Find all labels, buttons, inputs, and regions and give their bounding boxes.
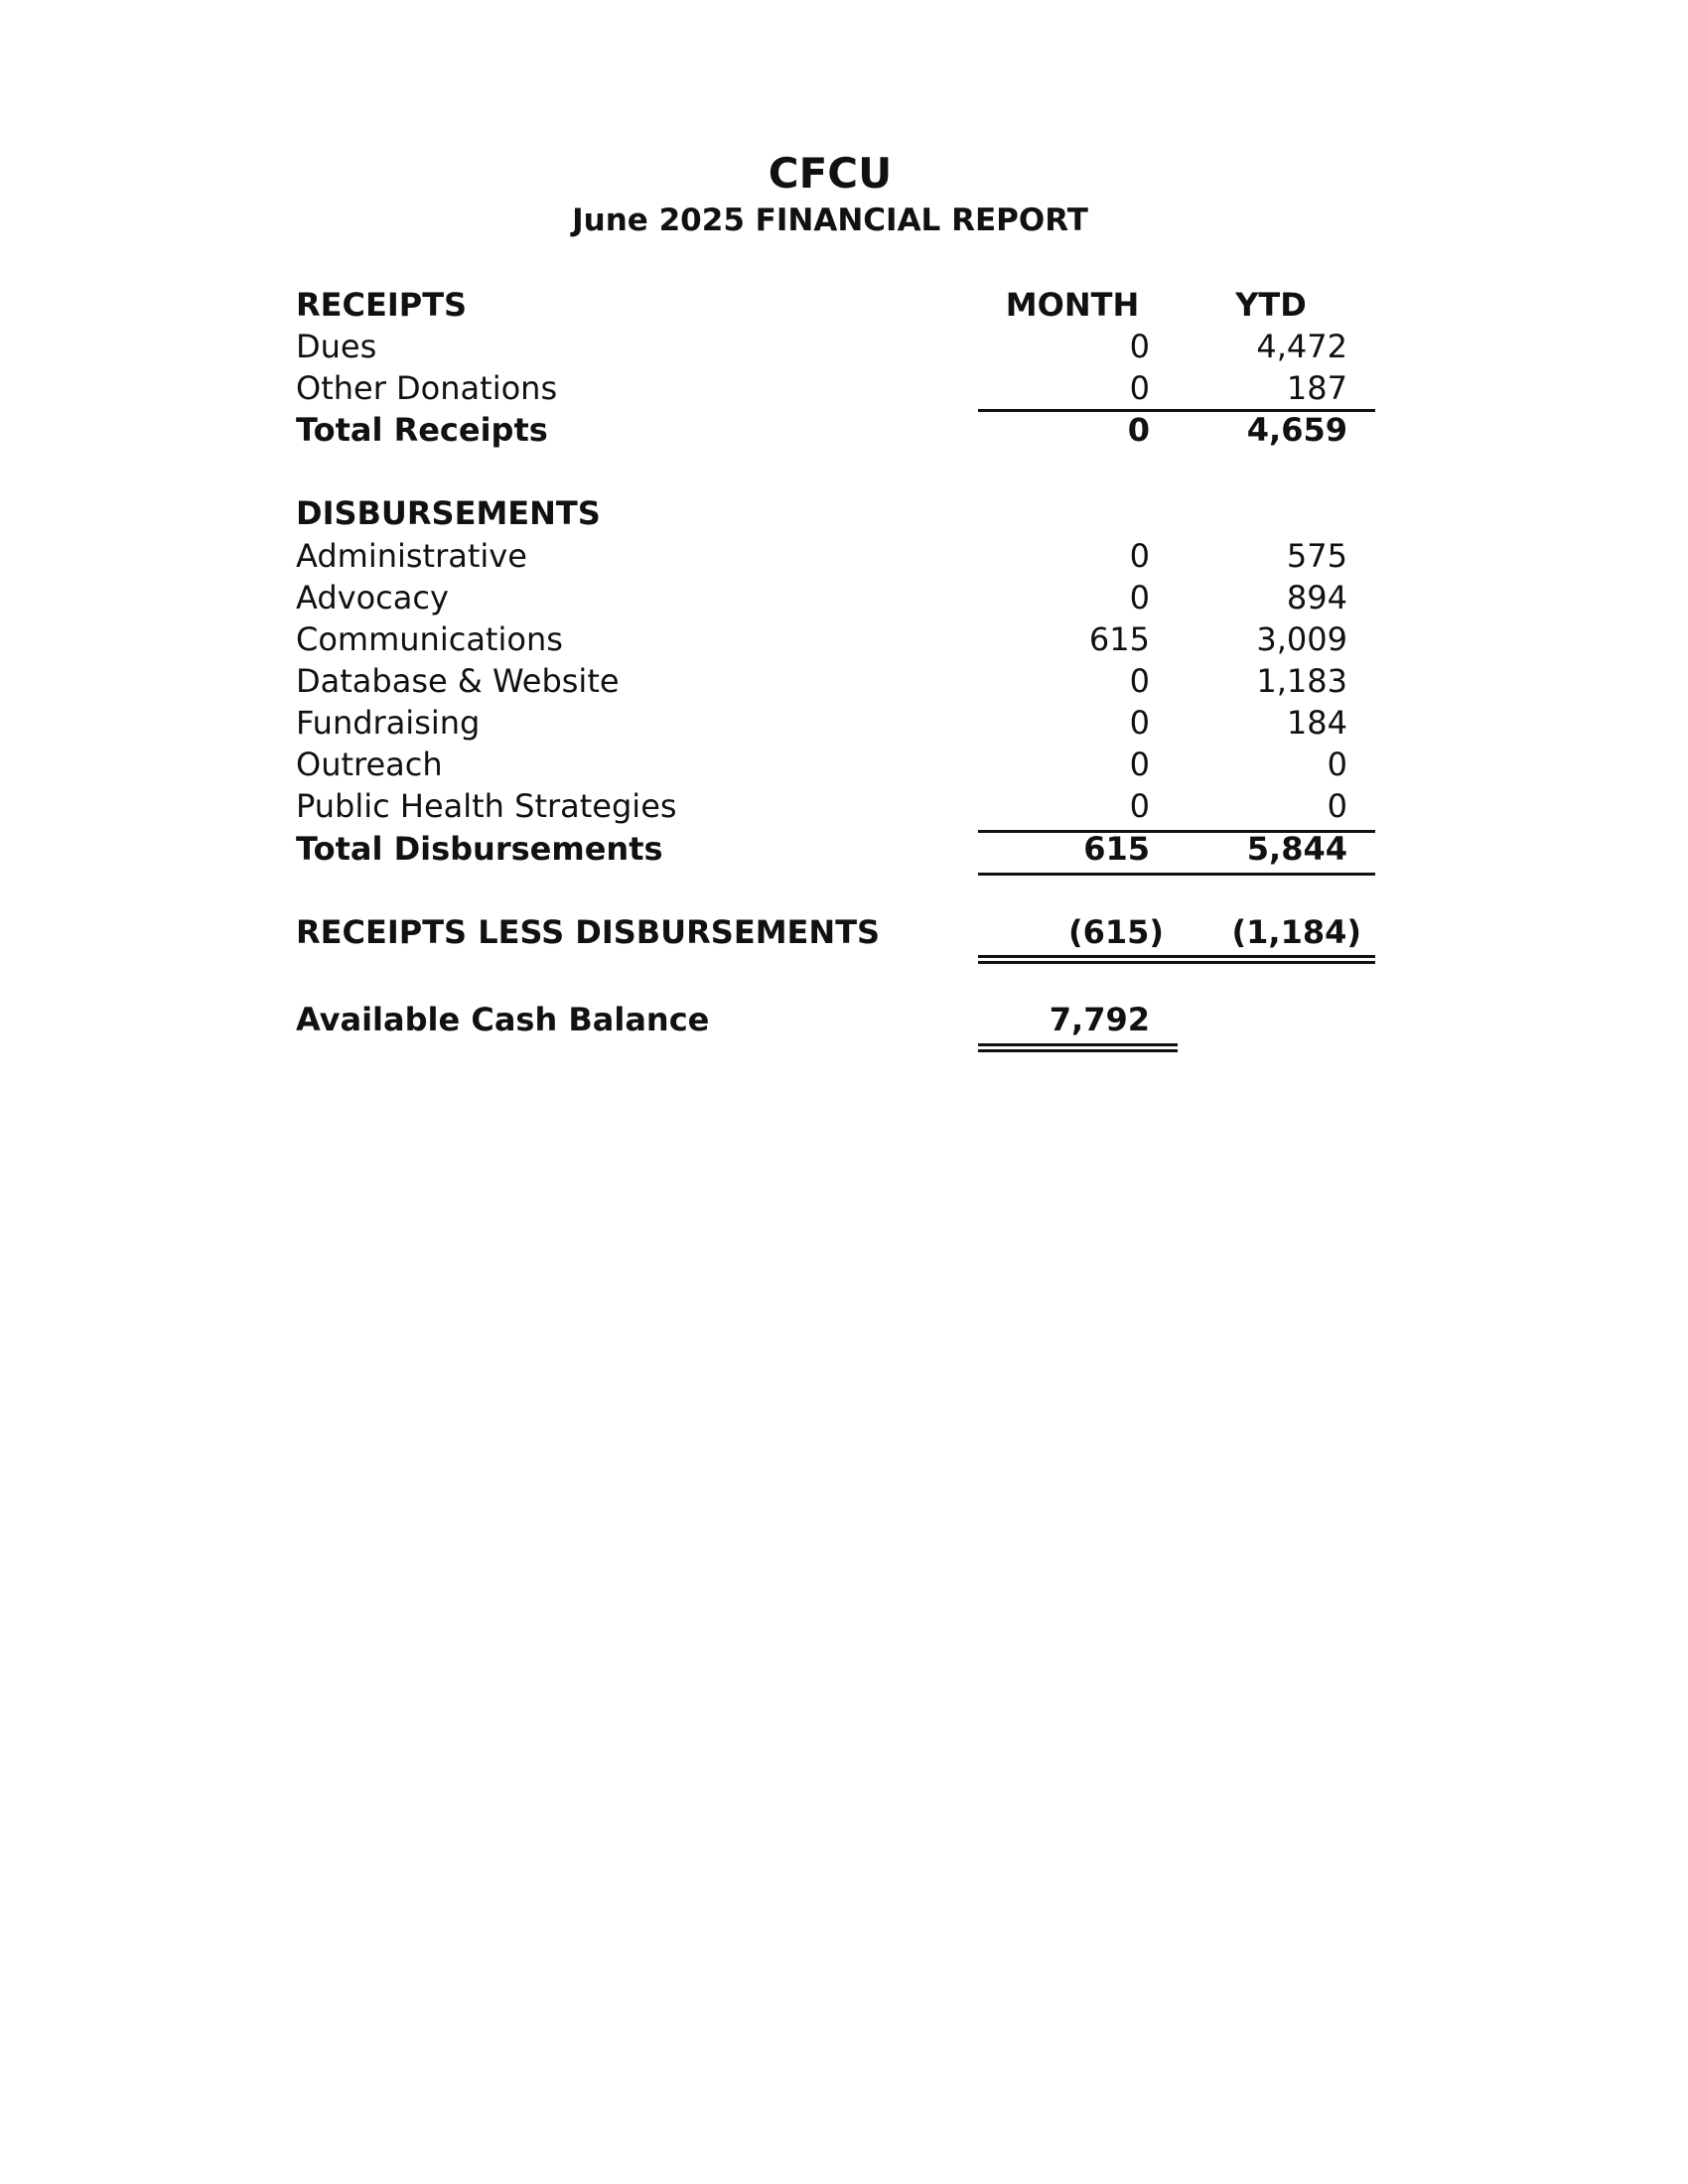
row-label: Fundraising [296, 704, 481, 742]
month-value: 0 [1129, 328, 1150, 365]
row-label: Communications [296, 620, 563, 658]
row-label: Database & Website [296, 662, 620, 700]
month-value: 0 [1129, 746, 1150, 783]
row-label: Total Disbursements [296, 830, 663, 868]
month-value: 615 [1083, 830, 1150, 868]
month-value: 615 [1088, 620, 1150, 658]
ytd-value: 0 [1327, 787, 1347, 825]
row-label: Advocacy [296, 579, 449, 616]
month-value: 0 [1129, 704, 1150, 742]
total-rule [978, 873, 1375, 876]
month-value: 0 [1129, 537, 1150, 575]
month-value: 0 [1129, 579, 1150, 616]
disbursements-heading: DISBURSEMENTS [296, 494, 601, 532]
row-label: Total Receipts [296, 411, 548, 449]
month-value: 0 [1129, 662, 1150, 700]
month-value: 0 [1127, 411, 1150, 449]
double-rule-top [978, 955, 1375, 958]
ytd-value: 4,659 [1246, 411, 1347, 449]
ytd-value: 0 [1327, 746, 1347, 783]
ytd-value: 4,472 [1256, 328, 1347, 365]
row-label: Public Health Strategies [296, 787, 677, 825]
report-subtitle: June 2025 FINANCIAL REPORT [572, 203, 1088, 238]
row-label: Dues [296, 328, 377, 365]
month-value: 0 [1129, 787, 1150, 825]
month-value: (615) [1067, 913, 1164, 951]
double-rule-bottom [978, 1049, 1178, 1052]
receipts-heading: RECEIPTS [296, 286, 468, 324]
ytd-value: 187 [1286, 369, 1347, 407]
row-label: Other Donations [296, 369, 558, 407]
double-rule-bottom [978, 961, 1375, 964]
ytd-value: 5,844 [1246, 830, 1347, 868]
ytd-value: 894 [1286, 579, 1347, 616]
ytd-value: 575 [1286, 537, 1347, 575]
ytd-value: 184 [1286, 704, 1347, 742]
report-title: CFCU [768, 149, 893, 198]
row-label: RECEIPTS LESS DISBURSEMENTS [296, 913, 881, 951]
month-value: 0 [1129, 369, 1150, 407]
month-column-header: MONTH [1005, 286, 1140, 324]
ytd-value: 3,009 [1256, 620, 1347, 658]
row-label: Outreach [296, 746, 443, 783]
row-label: Administrative [296, 537, 527, 575]
row-label: Available Cash Balance [296, 1001, 710, 1038]
double-rule-top [978, 1043, 1178, 1046]
ytd-value: (1,184) [1231, 913, 1361, 951]
month-value: 7,792 [1049, 1001, 1150, 1038]
ytd-value: 1,183 [1256, 662, 1347, 700]
ytd-column-header: YTD [1235, 286, 1307, 324]
